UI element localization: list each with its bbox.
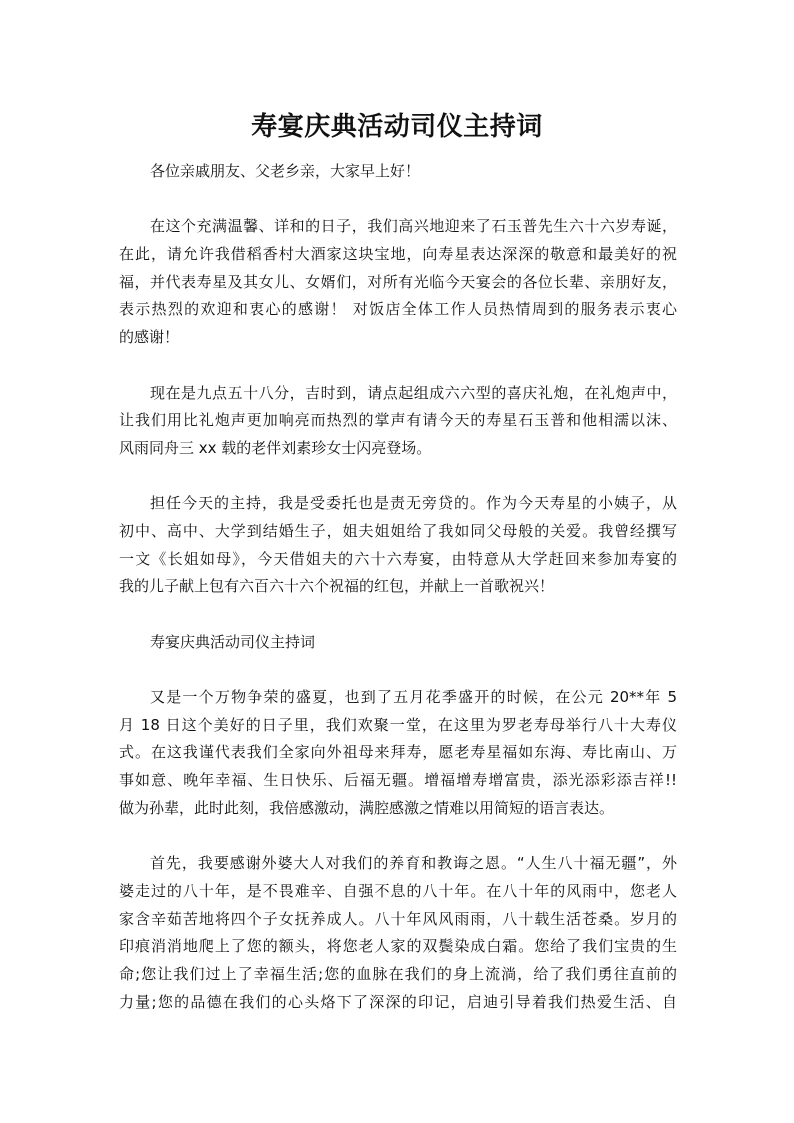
- text-line: 做为孙辈，此时此刻，我倍感激动，满腔感激之情难以用简短的语言表达。: [119, 798, 615, 817]
- text-line: 福，并代表寿星及其女儿、女婿们，对所有光临今天宴会的各位长辈、亲朋好友，: [119, 272, 677, 291]
- paragraph: [119, 684, 677, 822]
- text-line: 式。在这我谨代表我们全家向外祖母来拜寿，愿老寿星福如东海、寿比南山、万: [119, 743, 677, 762]
- text-line: 印痕消消地爬上了您的额头，将您老人家的双鬓染成白霜。您给了我们宝贵的生: [119, 937, 677, 956]
- text-line: 首先，我要感谢外婆大人对我们的养育和教诲之恩。“人生八十福无疆”，外: [150, 854, 677, 873]
- paragraph: [119, 629, 677, 657]
- text-line: 月 18 日这个美好的日子里，我们欢聚一堂，在这里为罗老寿母举行八十大寿仪: [119, 715, 677, 734]
- text-line: 担任今天的主持，我是受委托也是责无旁贷的。作为今天寿星的小姨子，从: [150, 494, 677, 513]
- paragraph: [119, 380, 677, 463]
- text-line: 婆走过的八十年，是不畏难辛、自强不息的八十年。在八十年的风雨中，您老人: [119, 881, 677, 900]
- text-line: 寿宴庆典活动司仪主持词: [150, 632, 316, 651]
- text-line: 现在是九点五十八分，吉时到，请点起组成六六型的喜庆礼炮，在礼炮声中，: [150, 383, 677, 402]
- text-line: 初中、高中、大学到结婚生子，姐夫姐姐给了我如同父母般的关爱。我曾经撰写: [119, 521, 677, 540]
- text-line: 家含辛茹苦地将四个子女抚养成人。八十年风风雨雨，八十载生活苍桑。岁月的: [119, 909, 677, 928]
- text-line: 表示热烈的欢迎和衷心的感谢！ 对饭店全体工作人员热情周到的服务表示衷心: [119, 300, 677, 319]
- document-body: [119, 158, 677, 1044]
- text-line: 事如意、晚年幸福、生日快乐、后福无疆。增福增寿增富贵，添光添彩添吉祥!!: [119, 771, 677, 790]
- text-line: 让我们用比礼炮声更加响亮而热烈的掌声有请今天的寿星石玉普和他相濡以沫、: [119, 411, 677, 430]
- text-line: 又是一个万物争荣的盛夏，也到了五月花季盛开的时候，在公元 20**年 5: [150, 688, 677, 707]
- paragraph: [119, 850, 677, 1016]
- text-line: 我的儿子献上包有六百六十六个祝福的红包，并献上一首歌祝兴！: [119, 577, 555, 596]
- text-line: 的感谢！: [119, 328, 180, 347]
- text-line: 在此，请允许我借稻香村大酒家这块宝地，向寿星表达深深的敬意和最美好的祝: [119, 245, 677, 264]
- text-line: 各位亲戚朋友、父老乡亲，大家早上好！: [150, 162, 421, 180]
- paragraph: [119, 213, 677, 351]
- document-title: 寿宴庆典活动司仪主持词: [251, 112, 543, 142]
- paragraph: [119, 158, 677, 186]
- text-line: 风雨同舟三 xx 载的老伴刘素珍女士闪亮登场。: [119, 438, 432, 457]
- paragraph: [119, 490, 677, 601]
- text-line: 命;您让我们过上了幸福生活;您的血脉在我们的身上流淌，给了我们勇往直前的: [119, 964, 677, 983]
- text-line: 一文《长姐如母》，今天借姐夫的六十六寿宴，由特意从大学赶回来参加寿宴的: [119, 549, 677, 568]
- text-line: 力量;您的品德在我们的心头烙下了深深的印记，启迪引导着我们热爱生活、自: [119, 992, 677, 1011]
- text-line: 在这个充满温馨、详和的日子，我们高兴地迎来了石玉普先生六十六岁寿诞，: [150, 217, 677, 236]
